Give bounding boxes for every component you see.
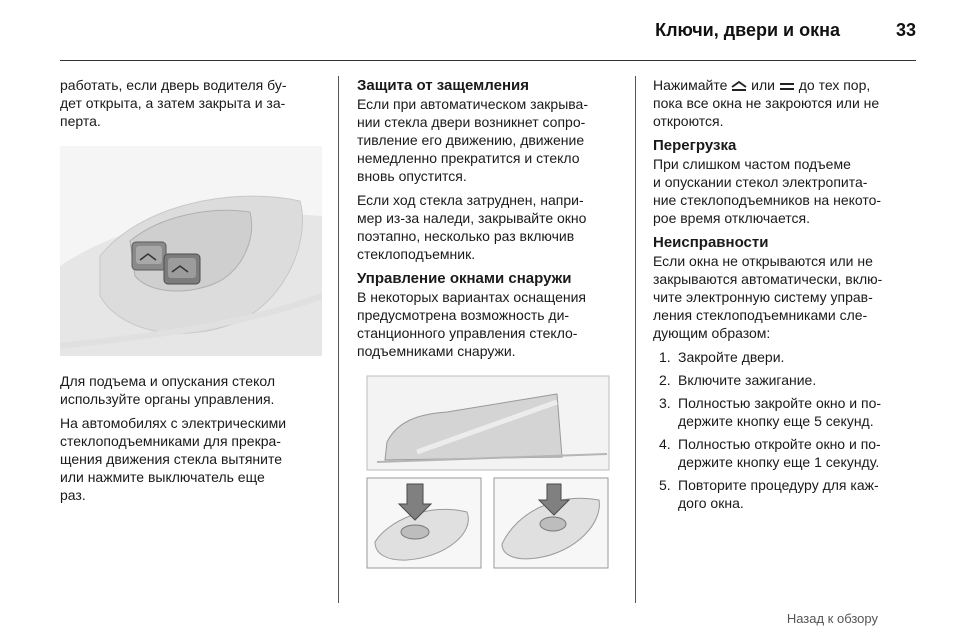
section-heading: Неисправности bbox=[653, 234, 769, 251]
page-number: 33 bbox=[895, 20, 916, 40]
list-item bbox=[653, 476, 916, 512]
step-number: 2. bbox=[659, 372, 671, 388]
paragraph: В некоторых вариантах оснащения предусмотрена возможность ди- станционного управления стекло- подъемниками снаружи. bbox=[357, 289, 586, 359]
column-divider-1 bbox=[338, 76, 339, 603]
step-number: 4. bbox=[659, 436, 671, 452]
section-heading: Защита от защемления bbox=[357, 77, 529, 94]
step-number: 5. bbox=[659, 477, 671, 493]
remote-key-window-control-illustration bbox=[357, 372, 619, 577]
steps-list bbox=[653, 348, 916, 512]
paragraph: При слишком частом подъеме и опускании стекол электропита- ние стеклоподъемников на некото- рое время отключается. bbox=[653, 156, 882, 226]
paragraph: На автомобилях с электрическими стеклоподъемниками для прекра- щения движения стекла вытяните или нажмите выключатель еще раз. bbox=[60, 415, 287, 503]
list-item bbox=[653, 394, 916, 430]
unlock-symbol-icon bbox=[779, 80, 795, 92]
paragraph: работать, если дверь водителя бу- дет открыта, а затем закрыта и за- перта. bbox=[60, 77, 287, 129]
section-heading: Управление окнами снаружи bbox=[357, 270, 572, 287]
paragraph-lock-unlock bbox=[653, 76, 916, 130]
paragraph-text: Нажимайте bbox=[653, 77, 728, 93]
column-1 bbox=[60, 76, 322, 510]
paragraph-text: до тех пор, пока все окна не закроются или не откроются. bbox=[653, 77, 880, 129]
paragraph: Для подъема и опускания стекол используйте органы управления. bbox=[60, 373, 276, 407]
step-number: 3. bbox=[659, 395, 671, 411]
step-text: Включите зажигание. bbox=[678, 372, 817, 388]
list-item bbox=[653, 348, 916, 366]
page-title: Ключи, двери и окна bbox=[655, 20, 840, 40]
step-text: Закройте двери. bbox=[678, 349, 785, 365]
list-item bbox=[653, 435, 916, 471]
column-2 bbox=[357, 76, 619, 577]
paragraph: Если при автоматическом закрыва- нии стекла двери возникнет сопро- тивление его движению, движение немедленно прекратится и стекло вновь опустится. bbox=[357, 96, 588, 184]
column-3 bbox=[653, 76, 916, 517]
power-window-switch-illustration bbox=[60, 146, 322, 356]
paragraph: Если ход стекла затруднен, напри- мер из-за наледи, закрывайте окно поэтапно, несколько раз включив стеклоподъемник. bbox=[357, 192, 587, 262]
step-number: 1. bbox=[659, 349, 671, 365]
step-text: Полностью откройте окно и по- держите кнопку еще 1 секунду. bbox=[678, 436, 881, 470]
step-text: Полностью закройте окно и по- держите кнопку еще 5 секунд. bbox=[678, 395, 882, 429]
lock-symbol-icon bbox=[731, 80, 747, 92]
back-to-overview-link[interactable]: Назад к обзору bbox=[786, 611, 878, 626]
section-heading: Перегрузка bbox=[653, 137, 737, 154]
paragraph: Если окна не открываются или не закрываются автоматически, вклю- чите электронную систему управ- ления стеклоподъемниками сле- дующим образом: bbox=[653, 253, 883, 341]
paragraph-text: или bbox=[751, 77, 775, 93]
column-divider-2 bbox=[635, 76, 636, 603]
header-divider bbox=[60, 60, 916, 61]
step-text: Повторите процедуру для каж- дого окна. bbox=[678, 477, 879, 511]
list-item bbox=[653, 371, 916, 389]
